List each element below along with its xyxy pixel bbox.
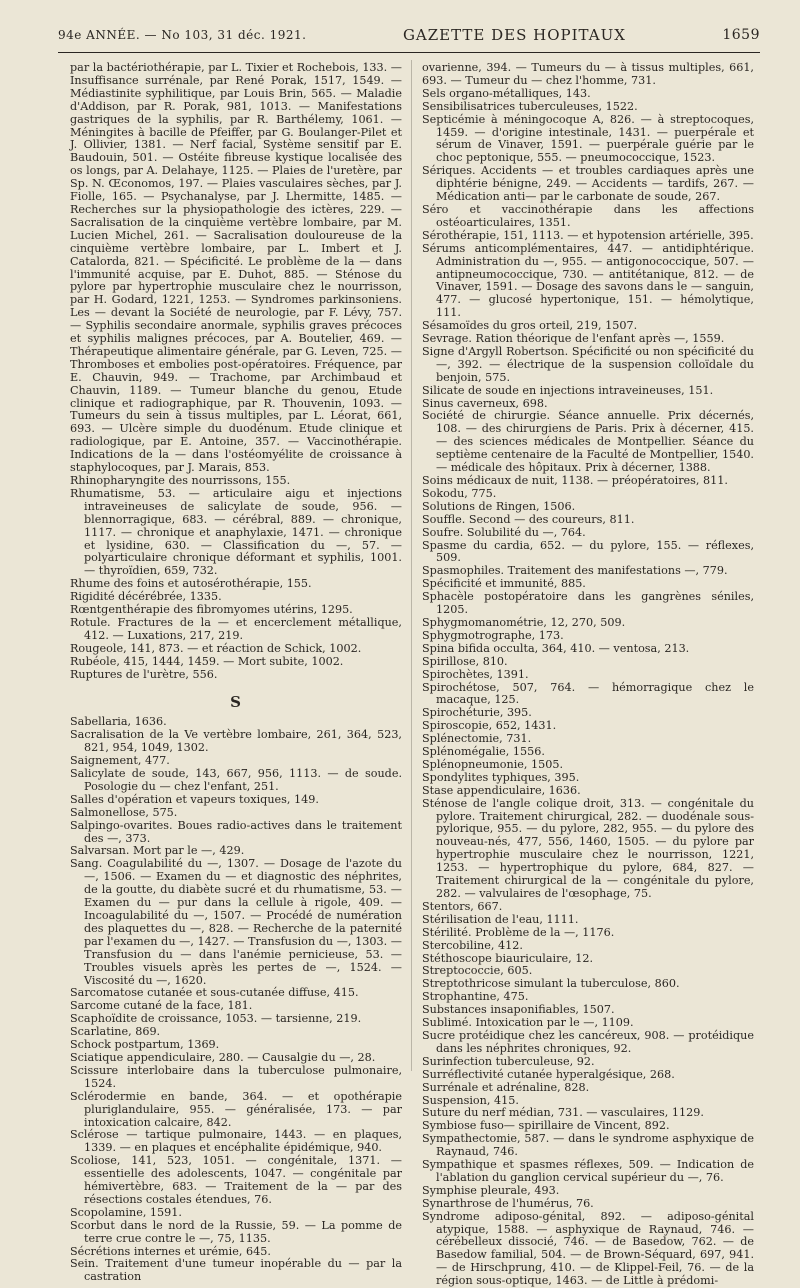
index-entry: Stase appendiculaire, 1636. xyxy=(422,783,581,797)
page-number: 1659 xyxy=(722,27,760,43)
index-entry: Synarthrose de l'humérus, 76. xyxy=(422,1196,594,1210)
index-entry: Sinus caverneux, 698. xyxy=(422,396,548,410)
index-entry: Sein. Traitement d'une tumeur inopérable du — par la castration xyxy=(70,1257,402,1284)
index-entry: Rœntgenthérapie des fibromyomes utérins, 1295. xyxy=(70,603,353,617)
journal-title: GAZETTE DES HOPITAUX xyxy=(402,26,626,44)
index-entries-r xyxy=(70,62,402,682)
column-divider xyxy=(411,60,412,1071)
index-entry: Sels organo-métalliques, 143. xyxy=(422,86,591,100)
index-entry: Sciatique appendiculaire, 280. — Causalgie du —, 28. xyxy=(70,1050,376,1064)
index-entry: Saignement, 477. xyxy=(70,754,170,768)
index-entry: Sang. Coagulabilité du —, 1307. — Dosage de l'azote du —, 1506. — Examen du — et diagnostic des néphrites, de la goutte, du diabète sucré et du rhumatisme, 53. — Examen du — pur dans la cellule à rigole, 409. — Incoagulabilité du —, 1507. — Procédé de numération des plaquettes du —, 828. — Recherche de la paternité par l'examen du —, 1427. — Transfusion du —, 1303. — Transfusion du — dans l'anémie pernicieuse, 53. — Troubles visuels après les pertes de —, 1524. — Viscosité du —, 1620. xyxy=(70,857,402,987)
index-entry: Spiroscopie, 652, 1431. xyxy=(422,719,557,733)
index-entry: Sympathectomie, 587. — dans le syndrome asphyxique de Raynaud, 746. xyxy=(422,1132,754,1159)
index-entry: Spasmophiles. Traitement des manifestations —, 779. xyxy=(422,564,728,578)
index-entry: Sarcome cutané de la face, 181. xyxy=(70,999,253,1013)
index-entry: Rotule. Fractures de la — et encerclement métallique, 412. — Luxations, 217, 219. xyxy=(70,615,402,642)
index-entry: Stérilité. Problème de la —, 1176. xyxy=(422,925,615,939)
index-entry: Spirochéturie, 395. xyxy=(422,706,532,720)
index-entry: Splénectomie, 731. xyxy=(422,732,532,746)
index-entries-s xyxy=(70,716,402,1284)
index-entry: ovarienne, 394. — Tumeurs du — à tissus multiples, 661, 693. — Tumeur du — chez l'homme, 731. xyxy=(422,61,754,87)
index-entry: Schock postpartum, 1369. xyxy=(70,1038,220,1052)
index-entry: Scarlatine, 869. xyxy=(70,1025,161,1039)
index-entry: Sabellaria, 1636. xyxy=(70,715,167,729)
index-entry: Scoliose, 141, 523, 1051. — congénitale, 1371. — essentielle des adolescents, 1047. — congénitale par hémivertèbre, 683. — Traitement de la — par des résections costales étendues, 76. xyxy=(70,1154,402,1206)
index-entry: Sériques. Accidents — et troubles cardiaques après une diphtérie bénigne, 249. — Accidents — tardifs, 267. — Médication anti— par le carbonate de soude, 267. xyxy=(422,164,754,204)
index-entry: Ruptures de l'urètre, 556. xyxy=(70,667,218,681)
index-entries-s-continued xyxy=(422,62,754,1288)
index-entry: Rhumatisme, 53. — articulaire aigu et injections intraveineuses de salicylate de soude, 956. — blennorragique, 683. — cérébral, 889. — chronique, 1117. — chronique et anaphylaxie, 1471. — chronique et lysidine, 630. — Classification du —, 57. — polyarticulaire chronique déformant et syphilis, 1001. — thyroïdien, 659, 732. xyxy=(70,486,402,578)
index-entry: Sublimé. Intoxication par le —, 1109. xyxy=(422,1016,634,1030)
index-entry: Septicémie à méningocoque A, 826. — à streptocoques, 1459. — d'origine intestinale, 1431. — puerpérale et sérum de Vinaver, 1591. — puerpérale guérie par le choc peptonique, 555. — pneumococcique, 1523. xyxy=(422,112,754,165)
index-entry: Streptococcie, 605. xyxy=(422,964,533,978)
index-entry: Rigidité décérébrée, 1335. xyxy=(70,590,222,604)
index-entry: Surinfection tuberculeuse, 92. xyxy=(422,1054,595,1068)
index-entry: Sucre protéidique chez les cancéreux, 908. — protéidique dans les néphrites chroniques, 92. xyxy=(422,1028,754,1055)
index-entry: Salles d'opération et vapeurs toxiques, 149. xyxy=(70,792,319,806)
index-entry: Splénopneumonie, 1505. xyxy=(422,757,564,771)
index-entry: Symphise pleurale, 493. xyxy=(422,1183,560,1197)
index-entry: Spirillose, 810. xyxy=(422,654,508,668)
index-entry: Symbiose fuso— spirillaire de Vincent, 892. xyxy=(422,1119,670,1133)
index-entry: Spirochétose, 507, 764. — hémorragique chez le macaque, 125. xyxy=(422,680,754,707)
index-entry: Stérilisation de l'eau, 1111. xyxy=(422,912,579,926)
index-entry: Sphacèle postopératoire dans les gangrènes séniles, 1205. xyxy=(422,590,754,617)
index-entry: Streptothricose simulant la tuberculose, 860. xyxy=(422,977,680,991)
index-entry: Salicylate de soude, 143, 667, 956, 1113. — de soude. Posologie du — chez l'enfant, 251. xyxy=(70,767,402,793)
index-entry: Sérums anticomplémentaires, 447. — antidiphtérique. Administration du —, 955. — antigonococcique, 507. — antipneumococcique, 730. — antitétanique, 812. — de Vinaver, 1591. — Dosage des savons dans le — sanguin, 477. — glucosé hypertonique, 151. — hémolytique, 111. xyxy=(422,241,754,320)
index-entry: Sarcomatose cutanée et sous-cutanée diffuse, 415. xyxy=(70,986,359,1000)
index-entry: Sphygmomanométrie, 12, 270, 509. xyxy=(422,615,626,629)
index-entry: Suspension, 415. xyxy=(422,1093,519,1107)
index-entry: Spécificité et immunité, 885. xyxy=(422,577,586,591)
index-entry: Sensibilisatrices tuberculeuses, 1522. xyxy=(422,99,638,113)
index-entry: Sésamoïdes du gros orteil, 219, 1507. xyxy=(422,319,638,333)
index-entry: Stéthoscope biauriculaire, 12. xyxy=(422,951,594,965)
index-entry: Soufre. Solubilité du —, 764. xyxy=(422,525,586,539)
index-entry: Société de chirurgie. Séance annuelle. Prix décernés, 108. — des chirurgiens de Paris. Prix à décerner, 415. — des sciences médicales de Montpellier. Séance du septième centenaire de la Faculté de Montpellier, 1540. — médicale des hôpitaux. Prix à décerner, 1388. xyxy=(422,409,754,475)
index-entry: Sokodu, 775. xyxy=(422,486,497,500)
index-entry: Sclérodermie en bande, 364. — et opothérapie pluriglandulaire, 955. — généralisée, 173. — par intoxication calcaire, 842. xyxy=(70,1089,402,1129)
index-entry: Substances insaponifiables, 1507. xyxy=(422,1003,615,1017)
index-entry: Rhume des foins et autosérothérapie, 155. xyxy=(70,577,312,591)
index-entry: Scopolamine, 1591. xyxy=(70,1205,182,1219)
index-entry: Rubéole, 415, 1444, 1459. — Mort subite, 1002. xyxy=(70,654,344,668)
index-entry: Scissure interlobaire dans la tuberculose pulmonaire, 1524. xyxy=(70,1063,402,1090)
index-entry: Sphygmotrographe, 173. xyxy=(422,628,564,642)
index-entry: Signe d'Argyll Robertson. Spécificité ou non spécificité du —, 392. — électrique de la suspension colloïdale du benjoin, 575. xyxy=(422,344,754,384)
page-header xyxy=(58,22,760,48)
index-entry: Spondylites typhiques, 395. xyxy=(422,770,580,784)
index-entry: Sérothérapie, 151, 1113. — et hypotension artérielle, 395. xyxy=(422,228,754,242)
section-letter: S xyxy=(230,692,242,711)
index-entry: Spina bifida occulta, 364, 410. — ventosa, 213. xyxy=(422,641,690,655)
index-entry: Séro et vaccinothérapie dans les affections ostéoarticulaires, 1351. xyxy=(422,202,754,229)
header-rule xyxy=(58,52,760,53)
index-entry: Salmonellose, 575. xyxy=(70,805,178,819)
index-entry: Surrénale et adrénaline, 828. xyxy=(422,1080,590,1094)
index-entry: Sténose de l'angle colique droit, 313. — congénitale du pylore. Traitement chirurgical, 282. — duodénale sous-pylorique, 955. — du pylore, 282, 955. — du pylore des nouveau-nés, 477, 556, 1460, 1505. — du pylore par hypertrophie musculaire chez le nourrisson, 1221, 1253. — hypertrophique du pylore, 684, 827. — Traitement chirurgical de la — congénitale du pylore, 282. — valvulaires de l'œsophage, 75. xyxy=(422,796,754,900)
index-entry: Scorbut dans le nord de la Russie, 59. — La pomme de terre crue contre le —, 75, 1135. xyxy=(70,1218,402,1245)
index-entry: Soins médicaux de nuit, 1138. — préopératoires, 811. xyxy=(422,474,728,487)
right-column xyxy=(422,61,754,1288)
index-entry: Splénomégalie, 1556. xyxy=(422,745,545,759)
index-entry: Silicate de soude en injections intraveineuses, 151. xyxy=(422,383,714,397)
index-entry: Sécrétions internes et urémie, 645. xyxy=(70,1244,271,1258)
index-entry: Syndrome adiposo-génital, 892. — adiposo-génital atypique, 1588. — asphyxique de Raynaud, 746. — cérébelleux dissocié, 746. — de Basedow, 762. — de Basedow familial, 504. — de Brown-Séquard, 697, 941. — de Hirschprung, 410. — de Klippel-Feil, 76. — de la région sous-optique, 1463. — de Little à prédomi- xyxy=(422,1209,754,1288)
index-entry: par la bactériothérapie, par L. Tixier et Rochebois, 133. — Insuffisance surrénale, par René Porak, 1517, 1549. — Médiastinite syphilitique, par Louis Brin, 565. — Maladie d'Addison, par R. Porak, 981, 1013. — Manifestations gastriques de la syphilis, par R. Barthélemy, 1061. — Méningites à bacille de Pfeiffer, par G. Boulanger-Pilet et J. Ollivier, 1381. — Nerf facial, Système sensitif par E. Baudouin, 501. — Ostéite fibreuse kystique localisée des os longs, par A. Delahaye, 1125. — Plaies de l'uretère, par Sp. N. Œconomos, 197. — Plaies vasculaires sèches, par J. Fiolle, 165. — Psychanalyse, par J. Lhermitte, 1485. — Recherches sur la physiopathologie des ictères, 229. — Sacralisation de la cinquième vertèbre lombaire, par M. Lucien Michel, 261. — Sacralisation douloureuse de la cinquième vertèbre lombaire, par L. Imbert et J. Catalorda, 821. — Spécificité. Le problème de la — dans l'immunité acquise, par E. Duhot, 885. — Sténose du pylore par hypertrophie musculaire chez le nourrisson, par H. Godard, 1221, 1253. — Syndromes parkinsoniens. Les — devant la Société de neurologie, par F. Lévy, 757. — Syphilis secondaire anormale, syphilis graves précoces et syphilis malignes précoces, par A. Boutelier, 469. — Thérapeutique alimentaire générale, par G. Leven, 725. — Thromboses et embolies post-opératoires. Fréquence, par E. Chauvin, 949. — Trachome, par Archimbaud et Chauvin, 1189. — Tumeur blanche du genou, Etude clinique et radiographique, par R. Thouvenin, 1093. — Tumeurs du sein à tissus multiples, par L. Léorat, 661, 693. — Ulcère simple du duodénum. Etude clinique et radiologique, par E. Antoine, 357. — Vaccinothérapie. Indications de la — dans l'ostéomyélite de croissance à staphylocoques, par J. Marais, 853. xyxy=(70,61,402,475)
index-entry: Stercobiline, 412. xyxy=(422,938,523,952)
index-entry: Solutions de Ringen, 1506. xyxy=(422,499,576,513)
index-entry: Rougeole, 141, 873. — et réaction de Schick, 1002. xyxy=(70,641,362,655)
index-entry: Sclérose — tartique pulmonaire, 1443. — en plaques, 1339. — en plaques et encéphalite épidémique, 940. xyxy=(70,1128,402,1155)
index-entry: Scaphoïdite de croissance, 1053. — tarsienne, 219. xyxy=(70,1012,362,1026)
index-entry: Sevrage. Ration théorique de l'enfant après —, 1559. xyxy=(422,332,725,346)
index-entry: Suture du nerf médian, 731. — vasculaires, 1129. xyxy=(422,1106,704,1120)
index-entry: Sacralisation de la Ve vertèbre lombaire, 261, 364, 523, 821, 954, 1049, 1302. xyxy=(70,728,402,755)
index-entry: Souffle. Second — des coureurs, 811. xyxy=(422,512,635,526)
index-entry: Stentors, 667. xyxy=(422,899,503,913)
index-entry: Salvarsan. Mort par le —, 429. xyxy=(70,844,245,858)
index-entry: Sympathique et spasmes réflexes, 509. — Indication de l'ablation du ganglion cervical supérieur du —, 76. xyxy=(422,1158,754,1184)
index-entry: Spirochètes, 1391. xyxy=(422,667,529,681)
index-entry: Spasme du cardia, 652. — du pylore, 155. — réflexes, 509. xyxy=(422,538,754,565)
left-column xyxy=(70,61,402,1284)
index-entry: Strophantine, 475. xyxy=(422,990,529,1004)
index-entry: Rhinopharyngite des nourrissons, 155. xyxy=(70,474,291,487)
index-entry: Salpingo-ovarites. Boues radio-actives dans le traitement des —, 373. xyxy=(70,818,402,845)
index-entry: Surréflectivité cutanée hyperalgésique, 268. xyxy=(422,1067,675,1081)
issue-info: 94e ANNÉE. — No 103, 31 déc. 1921. xyxy=(58,28,307,42)
